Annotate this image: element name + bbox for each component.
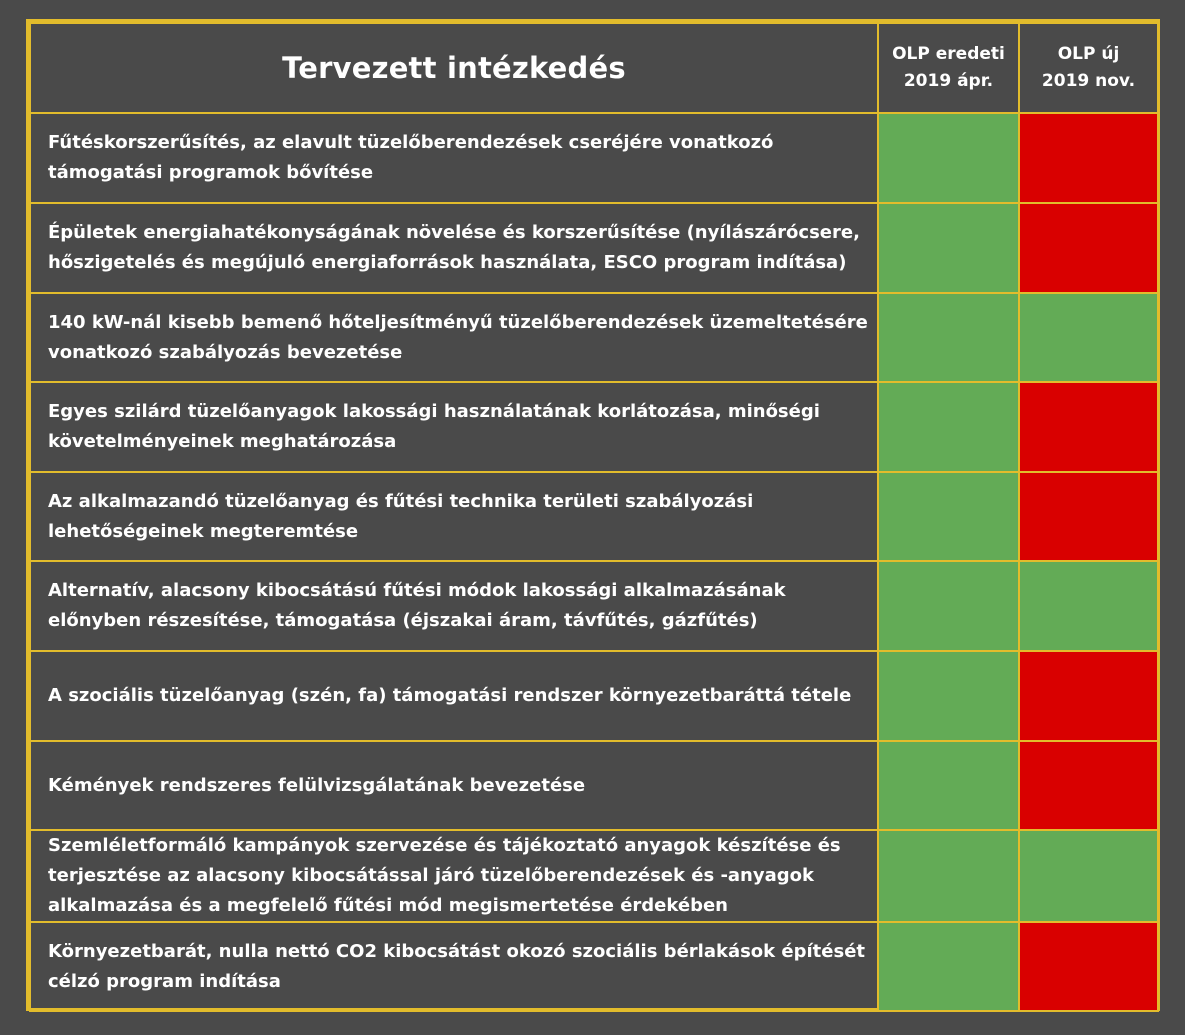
status-cell-original <box>878 472 1019 561</box>
status-cell-new <box>1019 561 1158 651</box>
table-row <box>30 741 1158 830</box>
measure-label: Alternatív, alacsony kibocsátású fűtési módok lakossági alkalmazásának előnyben részesítése, támogatása (éjszakai áram, távfűtés, gázfűtés) <box>30 561 878 651</box>
status-cell-original <box>878 741 1019 830</box>
status-cell-new <box>1019 922 1158 1011</box>
table-row <box>30 293 1158 382</box>
status-cell-original <box>878 922 1019 1011</box>
status-cell-new <box>1019 382 1158 472</box>
status-cell-new <box>1019 293 1158 382</box>
column-header-new <box>1019 23 1158 113</box>
status-cell-original <box>878 382 1019 472</box>
table-row <box>30 561 1158 651</box>
header-row <box>30 23 1158 113</box>
status-cell-new <box>1019 741 1158 830</box>
table-row <box>30 382 1158 472</box>
status-cell-original <box>878 651 1019 741</box>
measure-label: Egyes szilárd tüzelőanyagok lakossági használatának korlátozása, minőségi követelményeinek meghatározása <box>30 382 878 472</box>
measure-label: Szemléletformáló kampányok szervezése és tájékoztató anyagok készítése és terjesztése az alacsony kibocsátással járó tüzelőberendezések és -anyagok alkalmazása és a megfelelő fűtési mód megismertetése érdekében <box>30 830 878 922</box>
column-header-original-line1: OLP eredeti <box>892 44 1005 64</box>
status-cell-original <box>878 830 1019 922</box>
table-row <box>30 651 1158 741</box>
status-cell-original <box>878 203 1019 293</box>
status-cell-original <box>878 561 1019 651</box>
table-row <box>30 830 1158 922</box>
status-cell-new <box>1019 113 1158 203</box>
column-header-measure: Tervezett intézkedés <box>30 23 878 113</box>
measures-table-frame <box>26 19 1160 1011</box>
measure-label: Kémények rendszeres felülvizsgálatának bevezetése <box>30 741 878 830</box>
measure-label: 140 kW-nál kisebb bemenő hőteljesítményű tüzelőberendezések üzemeltetésére vonatkozó szabályozás bevezetése <box>30 293 878 382</box>
status-cell-new <box>1019 472 1158 561</box>
table-row <box>30 472 1158 561</box>
status-cell-new <box>1019 651 1158 741</box>
column-header-original-line2: 2019 ápr. <box>903 71 994 91</box>
table-row <box>30 113 1158 203</box>
column-header-new-line1: OLP új <box>1057 44 1120 64</box>
measure-label: Épületek energiahatékonyságának növelése és korszerűsítése (nyílászárócsere, hőszigetelés és megújuló energiaforrások használata, ESCO program indítása) <box>30 203 878 293</box>
table-row <box>30 922 1158 1011</box>
table-row <box>30 203 1158 293</box>
measure-label: Környezetbarát, nulla nettó CO2 kibocsátást okozó szociális bérlakások építését célzó program indítása <box>30 922 878 1011</box>
status-cell-new <box>1019 203 1158 293</box>
measure-label: Fűtéskorszerűsítés, az elavult tüzelőberendezések cseréjére vonatkozó támogatási programok bővítése <box>30 113 878 203</box>
status-cell-original <box>878 113 1019 203</box>
column-header-original <box>878 23 1019 113</box>
measures-table <box>29 22 1159 1012</box>
status-cell-new <box>1019 830 1158 922</box>
measure-label: A szociális tüzelőanyag (szén, fa) támogatási rendszer környezetbaráttá tétele <box>30 651 878 741</box>
measure-label: Az alkalmazandó tüzelőanyag és fűtési technika területi szabályozási lehetőségeinek megteremtése <box>30 472 878 561</box>
column-header-new-line2: 2019 nov. <box>1041 71 1136 91</box>
status-cell-original <box>878 293 1019 382</box>
